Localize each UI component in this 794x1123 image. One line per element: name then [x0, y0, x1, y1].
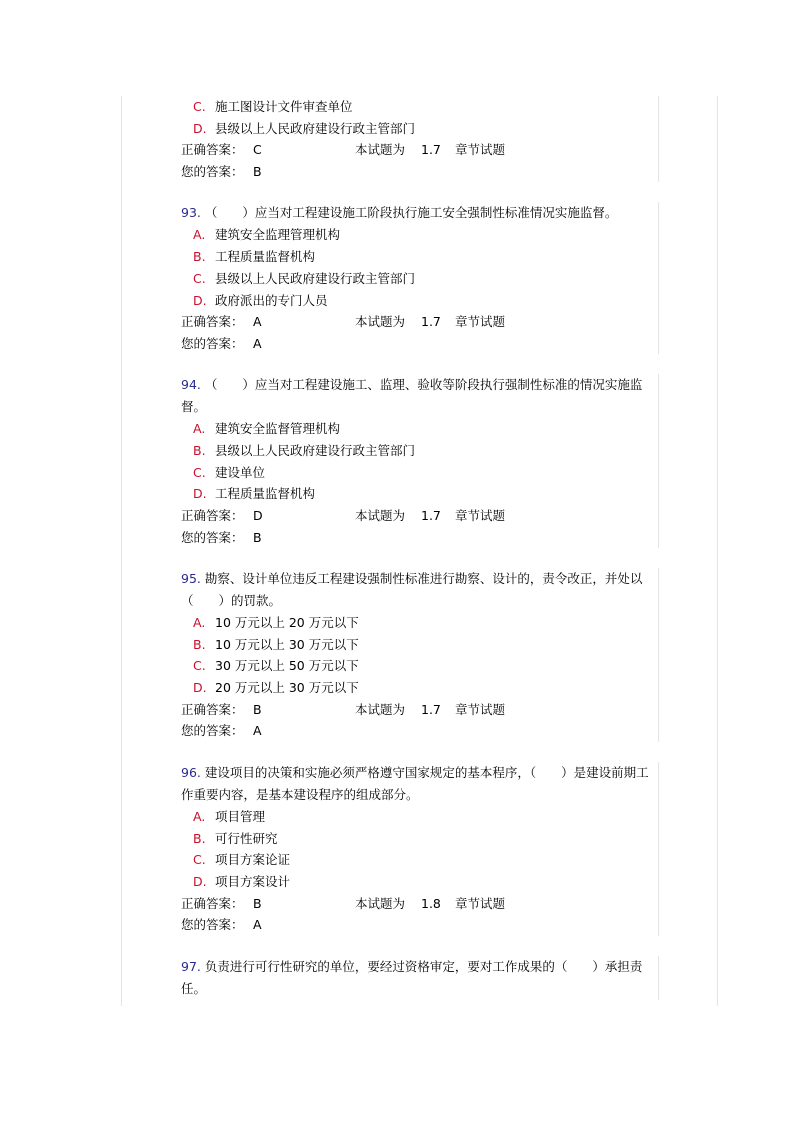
question-text [181, 956, 658, 1000]
option-text: 建设单位 [215, 464, 266, 480]
option-b [181, 634, 658, 656]
correct-answer-row [181, 505, 658, 527]
correct-answer-value: B [253, 895, 262, 911]
question-93 [181, 202, 659, 354]
score-label: 本试题为 [355, 508, 406, 524]
your-answer-label: 您的答案： [181, 529, 244, 545]
option-b [181, 828, 658, 850]
your-answer-label: 您的答案： [181, 163, 244, 179]
question-stem: 勘察、设计单位违反工程建设强制性标准进行勘察、设计的，责令改正，并处以（ ）的罚款。 [181, 571, 643, 609]
option-d [181, 290, 658, 312]
your-answer-value: A [253, 335, 262, 351]
question-number: 94. [181, 377, 201, 393]
option-letter: A. [193, 421, 206, 437]
option-b [181, 440, 658, 462]
chapter-label: 章节试题 [455, 508, 506, 524]
option-letter: D. [193, 292, 207, 308]
option-d [181, 483, 658, 505]
correct-answer-label: 正确答案： [181, 895, 244, 911]
option-text: 工程质量监督机构 [215, 249, 316, 265]
question-96 [181, 762, 659, 936]
option-d [181, 118, 658, 140]
correct-answer-value: A [253, 314, 262, 330]
question-95 [181, 568, 659, 742]
question-stem: （ ）应当对工程建设施工阶段执行施工安全强制性标准情况实施监督。 [204, 205, 618, 221]
correct-answer-row [181, 699, 658, 721]
question-92-tail [181, 96, 659, 182]
option-text: 工程质量监督机构 [215, 486, 316, 502]
question-text [181, 202, 658, 224]
question-text [181, 762, 658, 806]
option-a [181, 418, 658, 440]
your-answer-value: A [253, 917, 262, 933]
option-letter: D. [193, 680, 207, 696]
option-text: 10 万元以上 20 万元以下 [215, 615, 359, 631]
question-text [181, 374, 658, 418]
option-c [181, 268, 658, 290]
option-text: 政府派出的专门人员 [215, 292, 328, 308]
option-text: 县级以上人民政府建设行政主管部门 [215, 442, 416, 458]
option-text: 项目管理 [215, 808, 266, 824]
your-answer-row [181, 527, 658, 549]
option-text: 县级以上人民政府建设行政主管部门 [215, 120, 416, 136]
option-letter: C. [193, 464, 206, 480]
option-letter: D. [193, 873, 207, 889]
question-stem: （ ）应当对工程建设施工、监理、验收等阶段执行强制性标准的情况实施监督。 [181, 377, 643, 415]
option-c [181, 462, 658, 484]
question-stem: 建设项目的决策和实施必须严格遵守国家规定的基本程序，（ ）是建设前期工作重要内容，是基本建设程序的组成部分。 [181, 764, 649, 802]
question-number: 97. [181, 958, 201, 974]
option-c [181, 655, 658, 677]
option-text: 建筑安全监督管理机构 [215, 421, 341, 437]
question-list [181, 96, 659, 1000]
your-answer-row [181, 161, 658, 183]
correct-answer-label: 正确答案： [181, 314, 244, 330]
score-value: 1.7 [421, 142, 441, 158]
option-letter: C. [193, 658, 206, 674]
your-answer-row [181, 720, 658, 742]
option-a [181, 224, 658, 246]
question-number: 93. [181, 205, 201, 221]
correct-answer-label: 正确答案： [181, 701, 244, 717]
option-c [181, 849, 658, 871]
option-letter: B. [193, 636, 206, 652]
option-letter: C. [193, 270, 206, 286]
question-text [181, 568, 658, 612]
correct-answer-row [181, 893, 658, 915]
option-letter: A. [193, 808, 206, 824]
option-letter: B. [193, 442, 206, 458]
question-stem: 负责进行可行性研究的单位，要经过资格审定，要对工作成果的（ ）承担责任。 [181, 958, 643, 996]
question-number: 95. [181, 571, 201, 587]
option-text: 项目方案设计 [215, 873, 291, 889]
question-94 [181, 374, 659, 548]
option-text: 10 万元以上 30 万元以下 [215, 636, 359, 652]
score-label: 本试题为 [355, 314, 406, 330]
option-c [181, 96, 658, 118]
your-answer-value: B [253, 163, 262, 179]
question-97 [181, 956, 659, 1000]
your-answer-label: 您的答案： [181, 723, 244, 739]
chapter-label: 章节试题 [455, 895, 506, 911]
your-answer-value: B [253, 529, 262, 545]
option-text: 可行性研究 [215, 830, 278, 846]
chapter-label: 章节试题 [455, 701, 506, 717]
chapter-label: 章节试题 [455, 142, 506, 158]
correct-answer-row [181, 311, 658, 333]
option-letter: C. [193, 99, 206, 114]
option-letter: A. [193, 615, 206, 631]
score-label: 本试题为 [355, 142, 406, 158]
option-text: 施工图设计文件审查单位 [215, 99, 353, 114]
option-d [181, 677, 658, 699]
score-label: 本试题为 [355, 701, 406, 717]
option-a [181, 612, 658, 634]
score-label: 本试题为 [355, 895, 406, 911]
option-text: 30 万元以上 50 万元以下 [215, 658, 359, 674]
option-letter: D. [193, 486, 207, 502]
option-letter: A. [193, 227, 206, 243]
your-answer-label: 您的答案： [181, 335, 244, 351]
option-letter: B. [193, 830, 206, 846]
chapter-label: 章节试题 [455, 314, 506, 330]
option-d [181, 871, 658, 893]
option-b [181, 246, 658, 268]
option-letter: B. [193, 249, 206, 265]
correct-answer-value: D [253, 508, 263, 524]
correct-answer-label: 正确答案： [181, 142, 244, 158]
option-text: 20 万元以上 30 万元以下 [215, 680, 359, 696]
correct-answer-label: 正确答案： [181, 508, 244, 524]
score-value: 1.7 [421, 508, 441, 524]
score-value: 1.7 [421, 701, 441, 717]
your-answer-value: A [253, 723, 262, 739]
score-value: 1.7 [421, 314, 441, 330]
question-number: 96. [181, 764, 201, 780]
correct-answer-value: B [253, 701, 262, 717]
option-letter: D. [193, 120, 207, 136]
your-answer-label: 您的答案： [181, 917, 244, 933]
option-text: 县级以上人民政府建设行政主管部门 [215, 270, 416, 286]
correct-answer-row [181, 139, 658, 161]
option-a [181, 806, 658, 828]
option-text: 项目方案论证 [215, 852, 291, 868]
your-answer-row [181, 333, 658, 355]
score-value: 1.8 [421, 895, 441, 911]
option-text: 建筑安全监理管理机构 [215, 227, 341, 243]
your-answer-row [181, 914, 658, 936]
option-letter: C. [193, 852, 206, 868]
correct-answer-value: C [253, 142, 262, 158]
